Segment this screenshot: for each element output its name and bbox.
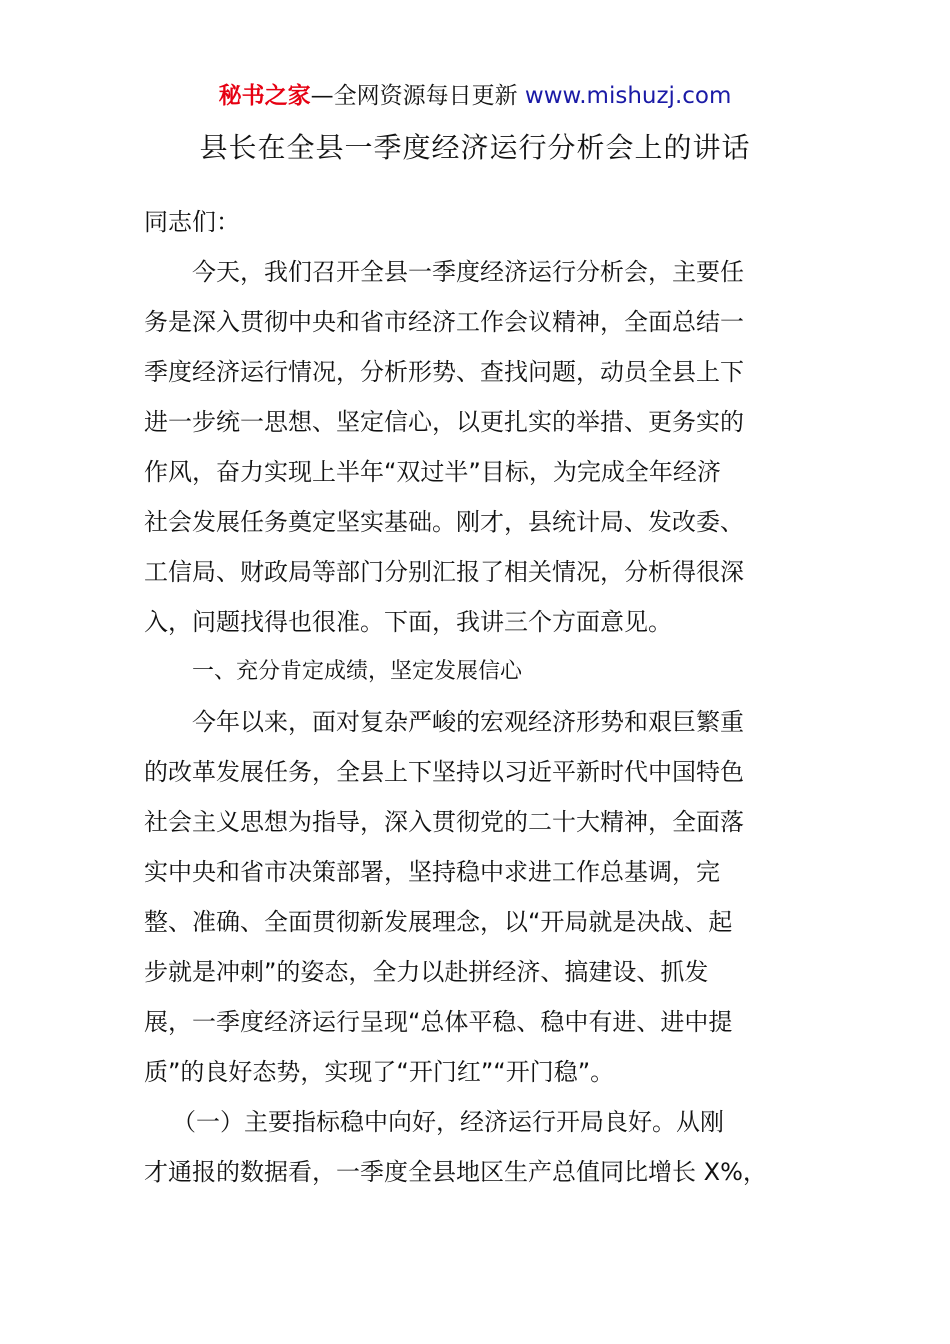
paragraph-line: 社会发展任务奠定坚实基础。刚才，县统计局、发改委、 xyxy=(144,508,744,536)
paragraph-line: 季度经济运行情况，分析形势、查找问题，动员全县上下 xyxy=(144,358,744,386)
site-url-link[interactable]: www.mishuzj.com xyxy=(517,83,732,109)
paragraph-line: 进一步统一思想、坚定信心，以更扎实的举措、更务实的 xyxy=(144,408,744,436)
paragraph-line: 步就是冲刺”的姿态，全力以赴拼经济、搞建设、抓发 xyxy=(144,958,709,986)
document-body xyxy=(144,197,808,1197)
site-tagline: —全网资源每日更新 xyxy=(310,83,518,109)
paragraph-line: 今年以来，面对复杂严峻的宏观经济形势和艰巨繁重 xyxy=(192,708,744,736)
salutation: 同志们： xyxy=(144,208,240,236)
paragraph-line: 务是深入贯彻中央和省市经济工作会议精神，全面总结一 xyxy=(144,308,744,336)
site-brand: 秘书之家 xyxy=(218,83,311,109)
paragraph-line: 入，问题找得也很准。下面，我讲三个方面意见。 xyxy=(144,608,672,636)
paragraph-line: 工信局、财政局等部门分别汇报了相关情况，分析得很深 xyxy=(144,558,744,586)
paragraph-line: 实中央和省市决策部署，坚持稳中求进工作总基调，完 xyxy=(144,858,720,886)
paragraph-line: 今天，我们召开全县一季度经济运行分析会，主要任 xyxy=(192,258,744,286)
paragraph-line: 整、准确、全面贯彻新发展理念，以“开局就是决战、起 xyxy=(144,908,733,936)
paragraph-line: 社会主义思想为指导，深入贯彻党的二十大精神，全面落 xyxy=(144,808,744,836)
document-title: 县长在全县一季度经济运行分析会上的讲话 xyxy=(199,131,751,164)
section-heading: 一、充分肯定成绩，坚定发展信心 xyxy=(192,659,523,684)
paragraph-line: 展，一季度经济运行呈现“总体平稳、稳中有进、进中提 xyxy=(144,1008,733,1036)
subsection-heading-line: （一）主要指标稳中向好，经济运行开局良好。从刚 xyxy=(172,1108,724,1136)
paragraph-line: 才通报的数据看，一季度全县地区生产总值同比增长 X%， xyxy=(144,1158,767,1186)
paragraph-line: 作风，奋力实现上半年“双过半”目标，为完成全年经济 xyxy=(144,458,721,486)
paragraph-line: 的改革发展任务，全县上下坚持以习近平新时代中国特色 xyxy=(144,758,744,786)
site-header xyxy=(0,80,950,112)
paragraph-line: 质”的良好态势，实现了“开门红”“开门稳”。 xyxy=(144,1058,615,1086)
